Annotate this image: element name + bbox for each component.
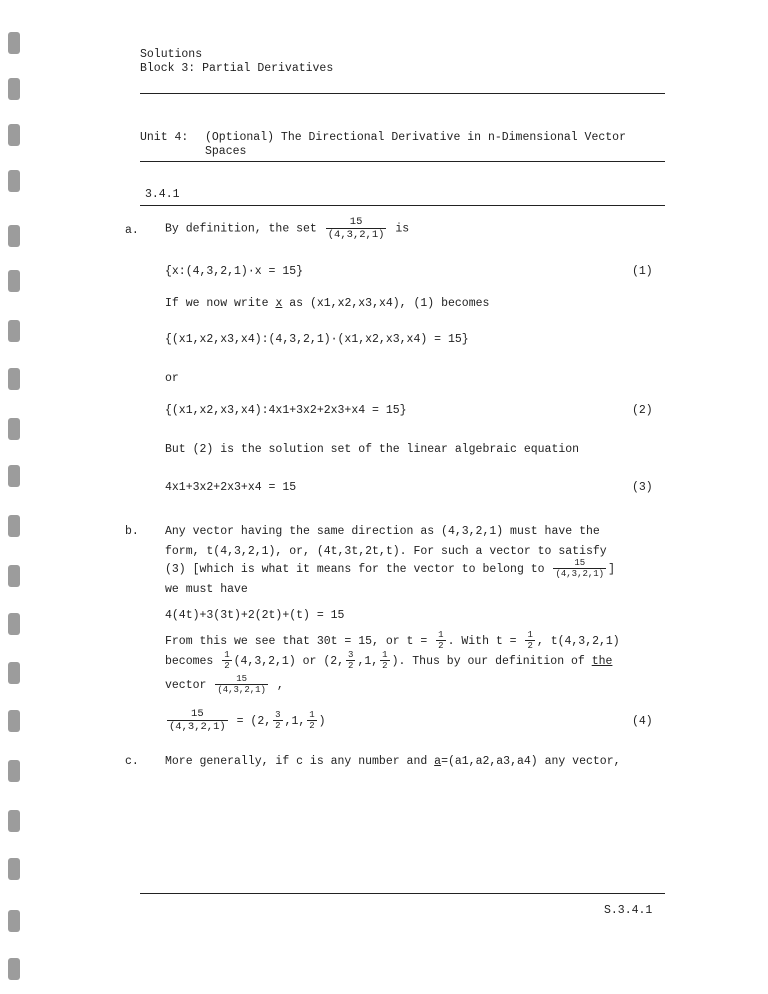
binder-hole	[8, 958, 20, 980]
set-expanded: {(x1,x2,x3,x4):(4,3,2,1)·(x1,x2,x3,x4) = 15}	[165, 333, 469, 346]
part-b-line1: Any vector having the same direction as (4,3,2,1) must have the	[165, 525, 600, 538]
binder-hole	[8, 170, 20, 192]
eq3: 4x1+3x2+2x3+x4 = 15	[165, 481, 297, 494]
set-linear: {(x1,x2,x3,x4):4x1+3x2+2x3+x4 = 15}	[165, 404, 407, 417]
binder-hole	[8, 810, 20, 832]
binder-hole	[8, 858, 20, 880]
part-b-line3: (3) [which is what it means for the vector to belong to $\frac{15}{(4,3,2,1)}$ ]	[165, 558, 615, 580]
binder-hole	[8, 78, 20, 100]
binder-hole	[8, 124, 20, 146]
part-b-line2: form, t(4,3,2,1), or, (4t,3t,2t,t). For such a vector to satisfy	[165, 545, 607, 558]
unit-rule	[140, 161, 665, 162]
part-a-letter: a.	[125, 224, 139, 237]
page-identifier: S.3.4.1	[604, 904, 653, 917]
binder-hole	[8, 662, 20, 684]
binder-hole	[8, 320, 20, 342]
write-line: If we now write x as (x1,x2,x3,x4), (1) becomes	[165, 297, 490, 310]
but-line: But (2) is the solution set of the linear algebraic equation	[165, 443, 580, 456]
eq2-number: (2)	[632, 404, 653, 417]
binder-hole	[8, 760, 20, 782]
binder-hole	[8, 368, 20, 390]
part-b-letter: b.	[125, 525, 139, 538]
set-definition: {x:(4,3,2,1)·x = 15}	[165, 265, 304, 278]
vector-line: vector $\frac{15}{(4,3,2,1)}$ ,	[165, 674, 284, 696]
eq1-number: (1)	[632, 265, 653, 278]
eq3-number: (3)	[632, 481, 653, 494]
footer-rule	[140, 893, 665, 894]
binder-hole	[8, 465, 20, 487]
binder-hole	[8, 710, 20, 732]
unit-title: (Optional) The Directional Derivative in n-Dimensional Vector	[205, 131, 626, 144]
unit-label: Unit 4:	[140, 131, 189, 144]
binder-hole	[8, 418, 20, 440]
binder-hole	[8, 270, 20, 292]
header-solutions: Solutions	[140, 48, 203, 61]
set-fraction: $\frac{15}{(4,3,2,1)}$	[327, 216, 385, 241]
binder-hole	[8, 32, 20, 54]
part-c-letter: c.	[125, 755, 139, 768]
binder-hole	[8, 910, 20, 932]
part-a-intro: By definition, the set $\frac{15}{(4,3,2,1)}$ is	[165, 216, 410, 241]
becomes-line: becomes $\frac{1}{2}$ (4,3,2,1) or (2, $\frac{3}{2}$ ,1, $\frac{1}{2}$ ). Thus by our definition of the	[165, 650, 613, 672]
from-line: From this we see that 30t = 15, or t = $\frac{1}{2}$ . With t = $\frac{1}{2}$ , t(4,3,2,1)	[165, 630, 620, 652]
eq-t: 4(4t)+3(3t)+2(2t)+(t) = 15	[165, 609, 345, 622]
header-block-title: Block 3: Partial Derivatives	[140, 62, 334, 75]
eq4-number: (4)	[632, 715, 653, 728]
binder-hole	[8, 565, 20, 587]
or-word: or	[165, 372, 179, 385]
section-rule	[140, 205, 665, 206]
binder-hole	[8, 515, 20, 537]
header-rule	[140, 93, 665, 94]
binder-hole	[8, 613, 20, 635]
eq4: $\frac{15}{(4,3,2,1)}$ = (2, $\frac{3}{2}$ ,1, $\frac{1}{2}$ )	[169, 708, 326, 734]
part-b-line4: we must have	[165, 583, 248, 596]
unit-title-cont: Spaces	[205, 145, 247, 158]
section-number: 3.4.1	[145, 188, 180, 201]
part-c-line1: More generally, if c is any number and a=(a1,a2,a3,a4) any vector,	[165, 755, 621, 768]
binder-hole	[8, 225, 20, 247]
